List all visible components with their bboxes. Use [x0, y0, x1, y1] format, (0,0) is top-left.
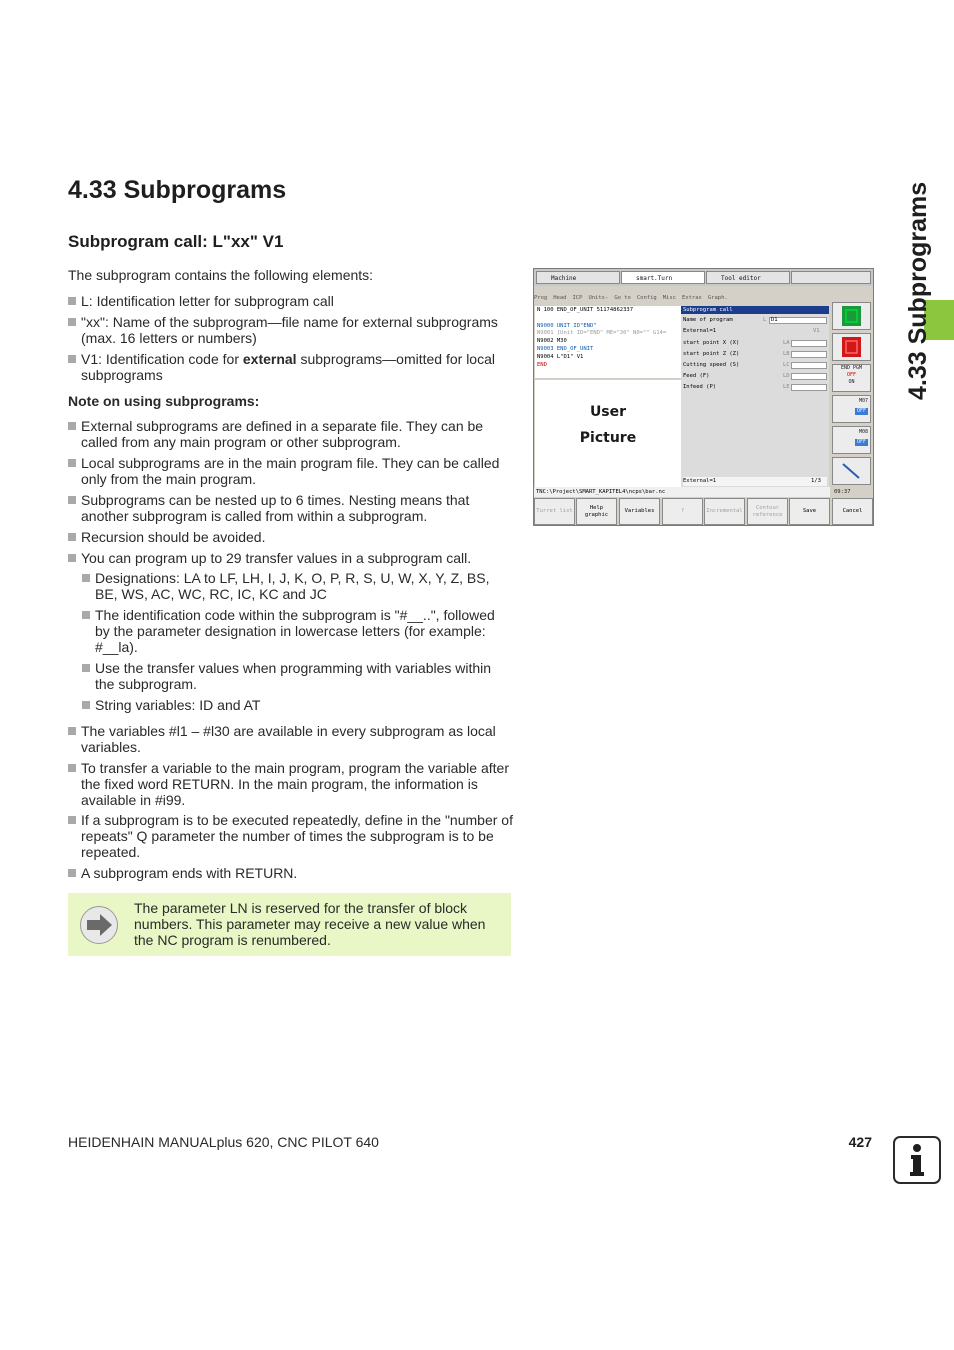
arrow-right-icon	[80, 906, 118, 944]
hint-text: The parameter LN is reserved for the transfer of block numbers. This parameter may receive a new value when the NC program is renumbered.	[134, 900, 486, 948]
bullet-item	[68, 492, 513, 524]
param-field[interactable]	[791, 373, 827, 380]
status-bar	[534, 487, 830, 497]
picture-label: User	[589, 404, 627, 420]
bullet-item	[68, 455, 513, 487]
bullet-text: If a subprogram is to be executed repeatedly, define in the "number of repeats" Q parameter the number of times the subprogram is to be repeated.	[81, 812, 513, 860]
bullet-text: Recursion should be avoided.	[81, 529, 266, 545]
row-label: Cutting speed (S)	[683, 362, 740, 368]
bullet-text: The identification code within the subprogram is "#__..", followed by the parameter designation in lowercase letters (for example: #__la).	[95, 607, 495, 655]
bullet-square-icon	[68, 764, 76, 772]
off-label: OFF	[856, 408, 866, 414]
m07-label: M07	[858, 398, 868, 404]
footer-text: HEIDENHAIN MANUALplus 620, CNC PILOT 640	[68, 1134, 379, 1150]
menu-icp[interactable]: ICP	[572, 295, 583, 301]
help-button[interactable]: ?	[662, 498, 703, 525]
dialog-row[interactable]	[683, 383, 827, 392]
bullet-item	[68, 760, 513, 808]
code-line: N9001 [Unit ID="END" ME="30" N0="" G14=	[537, 330, 667, 337]
bullet-square-icon	[68, 459, 76, 467]
clock: 09:37	[834, 489, 851, 495]
bullet-text: "xx": Name of the subprogram—file name for external subprograms (max. 16 letters or numbers)	[81, 314, 498, 346]
code-line: N9004 L"D1" V1	[537, 353, 584, 360]
subprogram-dialog	[681, 306, 829, 487]
bullet-square-icon	[68, 355, 76, 363]
bullet-text: Local subprograms are in the main program file. They can be called only from the main program.	[81, 455, 500, 487]
dialog-row[interactable]	[683, 350, 827, 359]
code-line: N9003 END_OF_UNIT	[537, 345, 594, 352]
menu-units[interactable]: Units-	[588, 295, 609, 301]
dialog-title: Subprogram call	[681, 306, 829, 314]
row-unit: L	[763, 317, 767, 323]
contour-reference-button[interactable]: Contour reference	[747, 498, 788, 525]
sub-bullet-item	[82, 697, 513, 713]
bullet-square-icon	[68, 318, 76, 326]
on-label: ON	[848, 379, 855, 385]
code-line: END	[537, 361, 547, 368]
dialog-row[interactable]	[683, 361, 827, 370]
code-line: N9000 UNIT ID"END"	[537, 322, 597, 329]
bullet-text: The variables #l1 – #l30 are available in every subprogram as local variables.	[81, 723, 496, 755]
bullet-item	[68, 351, 513, 383]
intro-text: The subprogram contains the following elements:	[68, 267, 374, 283]
dialog-page: 1/3	[811, 478, 821, 484]
row-unit: V1	[813, 328, 820, 334]
menu-misc[interactable]: Misc	[662, 295, 676, 301]
bullet-square-icon	[68, 816, 76, 824]
bullet-text: Designations: LA to LF, LH, I, J, K, O, P, R, S, U, W, X, Y, Z, BS, BE, WS, AC, WC, RC, IC, KC and JC	[95, 570, 490, 602]
bullet-square-icon	[82, 664, 90, 672]
bullet-text: You can program up to 29 transfer values in a subprogram call.	[81, 550, 472, 566]
info-icon	[893, 1136, 941, 1184]
dialog-row[interactable]	[683, 372, 827, 381]
page-number: 427	[848, 1134, 872, 1150]
dialog-row[interactable]	[683, 327, 827, 336]
bullet-text: L: Identification letter for subprogram call	[81, 293, 334, 309]
pencil-icon[interactable]	[832, 457, 871, 485]
row-label: Name of program	[683, 317, 733, 323]
bullet-square-icon	[68, 422, 76, 430]
param-field[interactable]	[791, 351, 827, 358]
mode-tab-bar	[534, 269, 873, 286]
menu-graph[interactable]: Graph.	[707, 295, 728, 301]
m07-toggle[interactable]	[832, 395, 871, 423]
bullet-square-icon	[82, 611, 90, 619]
bullet-item	[68, 293, 513, 309]
row-label: Feed (F)	[683, 373, 710, 379]
bullet-item	[68, 314, 513, 346]
code-line: N 100 END_OF_UNIT 51174862337	[537, 307, 634, 313]
dialog-status: External=1	[683, 478, 717, 484]
bullet-text-before: V1: Identification code for	[81, 351, 243, 367]
bullet-text: External subprograms are defined in a separate file. They can be called from any main program or other subprogram.	[81, 418, 484, 450]
sub-bullet-item	[82, 570, 513, 602]
row-unit: LA	[783, 340, 790, 346]
program-editor[interactable]	[535, 306, 681, 378]
side-tab-label: 4.33 Subprograms	[904, 181, 932, 400]
file-path: TNC:\Project\SMART_KAPITEL4\ncps\bar.nc	[536, 489, 666, 495]
sub-bullet-item	[82, 660, 513, 692]
bullet-square-icon	[68, 533, 76, 541]
off-label: OFF	[856, 439, 866, 445]
hint-box	[68, 893, 511, 956]
menu-goto[interactable]: Go to	[614, 295, 631, 301]
bullet-item	[68, 529, 513, 545]
row-unit: LC	[783, 362, 790, 368]
variables-button[interactable]: Variables	[619, 498, 660, 525]
code-line	[537, 315, 679, 323]
dialog-status-row	[683, 477, 827, 486]
bullet-text: String variables: ID and AT	[95, 697, 261, 713]
picture-label: Picture	[579, 430, 637, 446]
incremental-button[interactable]: Incremental	[704, 498, 745, 525]
row-label: start point Z (Z)	[683, 351, 740, 357]
bullet-square-icon	[68, 496, 76, 504]
m08-toggle[interactable]	[832, 426, 871, 454]
bullet-item	[68, 723, 513, 755]
end-pgm-label: END PGM	[840, 365, 863, 371]
bullet-square-icon	[68, 727, 76, 735]
code-line: N9002 M30	[537, 338, 567, 345]
vertical-softkeys	[830, 286, 873, 496]
help-graphic-button[interactable]: Help graphic	[576, 498, 617, 525]
bullet-square-icon	[68, 297, 76, 305]
menu-config[interactable]: Config	[636, 295, 657, 301]
section-title: Subprogram call: L"xx" V1	[68, 232, 284, 251]
name-of-program-field[interactable]: D1	[769, 317, 827, 324]
save-button[interactable]: Save	[789, 498, 830, 525]
row-unit: LD	[783, 373, 790, 379]
bullet-text-bold: external	[242, 351, 297, 367]
row-unit: LB	[783, 351, 790, 357]
row-label: start point X (X)	[683, 340, 740, 346]
bullet-text: Use the transfer values when programming with variables within the subprogram.	[95, 660, 492, 692]
bullet-item	[68, 418, 513, 450]
bullet-square-icon	[82, 701, 90, 709]
bullet-text: A subprogram ends with RETURN.	[81, 865, 298, 881]
machine-red-icon[interactable]	[832, 333, 871, 361]
param-field[interactable]	[791, 384, 827, 391]
turret-list-button[interactable]: Turret list	[534, 498, 575, 525]
bullet-square-icon	[68, 554, 76, 562]
horizontal-softkeys	[534, 498, 873, 525]
row-unit: LE	[783, 384, 790, 390]
end-pgm-toggle[interactable]	[832, 364, 871, 392]
sub-bullet-item	[82, 607, 513, 655]
tab-empty[interactable]	[791, 271, 871, 284]
bullet-item	[68, 550, 513, 566]
bullet-text: Subprograms can be nested up to 6 times. Nesting means that another subprogram is called from within a subprogram.	[81, 492, 470, 524]
tab-machine[interactable]: Machine	[536, 271, 620, 284]
menu-prog[interactable]: Prog	[534, 295, 548, 301]
chapter-title: 4.33 Subprograms	[68, 176, 287, 204]
bullet-item	[68, 865, 513, 881]
bullet-text-after: subprograms—omitted for local subprograms	[81, 351, 495, 383]
m08-label: M08	[858, 429, 868, 435]
dialog-row[interactable]	[683, 316, 827, 325]
bullet-text: To transfer a variable to the main program, program the variable after the fixed word RETURN. In the main program, the information is available in #i99.	[81, 760, 509, 808]
tab-smart-turn[interactable]: smart.Turn	[621, 271, 705, 284]
menu-head[interactable]: Head	[553, 295, 567, 301]
cancel-button[interactable]: Cancel	[832, 498, 873, 525]
menu-extras[interactable]: Extras	[682, 295, 702, 301]
bullet-square-icon	[82, 574, 90, 582]
param-field[interactable]	[791, 362, 827, 369]
machine-green-icon[interactable]	[832, 302, 871, 330]
row-label: Infeed (P)	[683, 384, 717, 390]
param-field[interactable]	[791, 340, 827, 347]
off-label: OFF	[846, 372, 857, 378]
user-picture-area	[535, 380, 681, 487]
bullet-square-icon	[68, 869, 76, 877]
cnc-screenshot	[533, 268, 874, 526]
note-heading: Note on using subprograms:	[68, 393, 260, 409]
bullet-item	[68, 812, 513, 860]
dialog-row[interactable]	[683, 339, 827, 348]
tab-tool-editor[interactable]: Tool editor	[706, 271, 790, 284]
row-label: External=1	[683, 328, 717, 334]
